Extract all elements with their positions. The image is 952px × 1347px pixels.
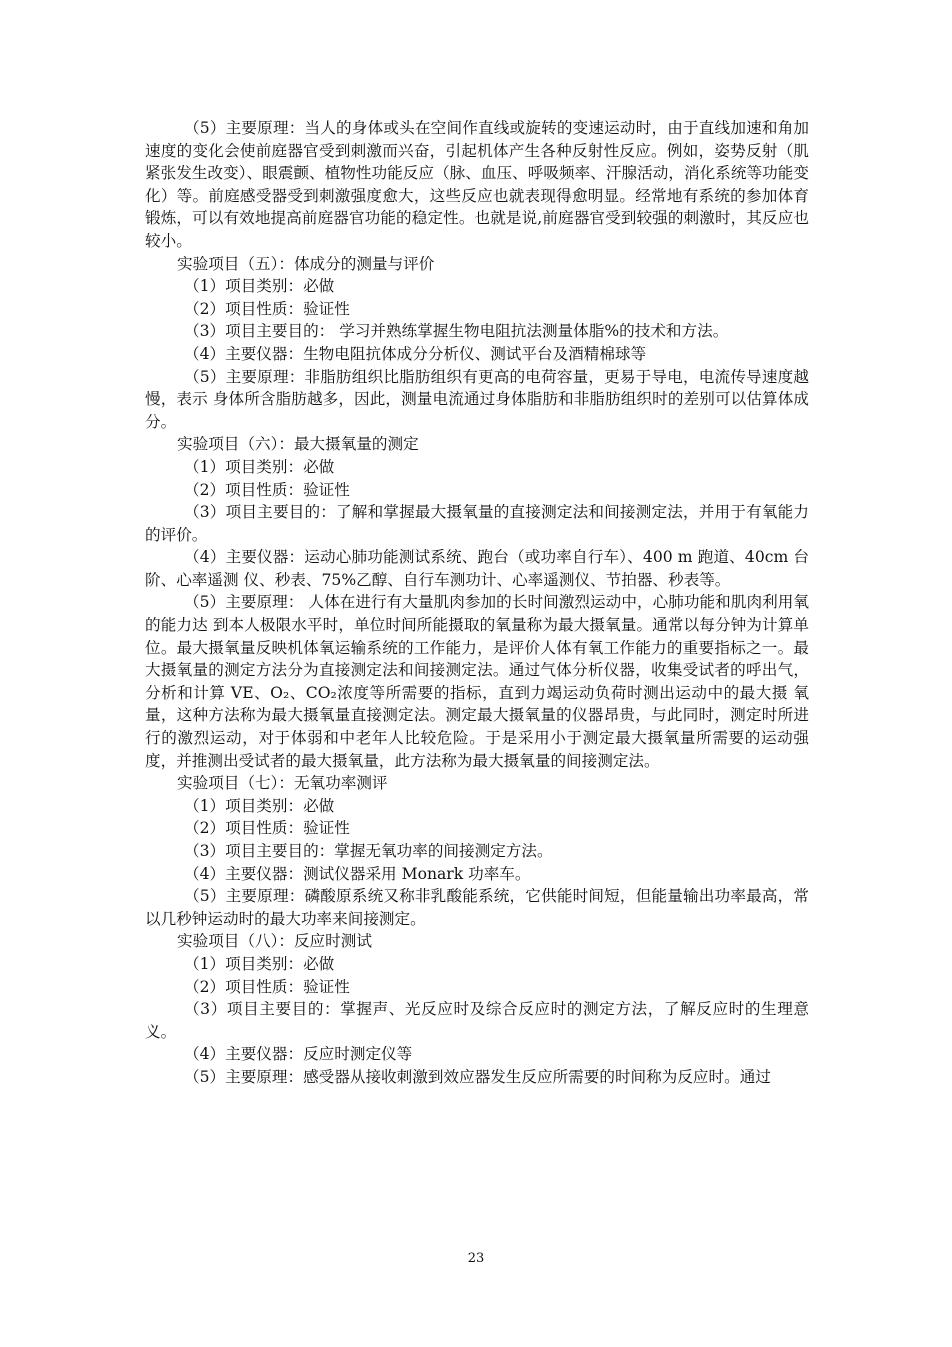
paragraph: （3）项目主要目的：掌握声、光反应时及综合反应时的测定方法，了解反应时的生理意义。 <box>145 1000 809 1041</box>
paragraph: 实验项目（五）：体成分的测量与评价 <box>177 254 435 273</box>
paragraph: （2）项目性质：验证性 <box>184 819 350 838</box>
paragraph: （1）项目类别：必做 <box>184 954 335 973</box>
paragraph: （3）项目主要目的：掌握无氧功率的间接测定方法。 <box>184 842 553 860</box>
paragraph: 实验项目（六）：最大摄氧量的测定 <box>177 435 419 454</box>
paragraph: （1）项目类别：必做 <box>184 457 335 476</box>
paragraph: （4）主要仪器：反应时测定仪等 <box>184 1045 413 1064</box>
paragraph: （3）项目主要目的：了解和掌握最大摄氧量的直接测定法和间接测定法，并用于有氧能力的评价。 <box>145 503 809 544</box>
page-number: 23 <box>467 1251 485 1266</box>
paragraph: （4）主要仪器：运动心肺功能测试系统、跑台（或功率自行车）、400 m 跑道、40cm 台阶、心率遥测 仪、秒表、75%乙醇、自行车测功计、心率遥测仪、节拍器、秒表等。 <box>145 548 809 589</box>
paragraph: （1）项目类别：必做 <box>184 277 335 296</box>
paragraph: （5）主要原理： 人体在进行有大量肌肉参加的长时间激烈运动中，心肺功能和肌肉利用氧的能力达 到本人极限水平时，单位时间所能摄取的氧量称为最大摄氧量。通常以每分钟为计算单位。最大摄氧量反映机体氧运输系统的工作能力，是评价人体有氧工作能力的重要指标之一。最大摄氧量的测定方法分为直接测定法和间接测定法。通过气体分析仪器，收集受试者的呼出气，分析和计算 VE、O₂、CO₂浓度等所需要的指标，直到力竭运动负荷时测出运动中的最大摄 氧量，这种方法称为最大摄氧量直接测定法。测定最大摄氧量的仪器昂贵，与此同时，测定时所进行的激烈运动，对于体弱和中老年人比较危险。于是采用小于测定最大摄氧量所需要的运动强度，并推测出受试者的最大摄氧量，此方法称为最大摄氧量的间接测定法。 <box>145 593 809 770</box>
paragraph: （5）主要原理：当人的身体或头在空间作直线或旋转的变速运动时，由于直线加速和角加速度的变化会使前庭器官受到刺激而兴奋，引起机体产生各种反射性反应。例如，姿势反射（肌紧张发生改变）、眼震颤、植物性功能反应（脉、血压、呼吸频率、汗腺活动，消化系统等功能变化）等。前庭感受器受到刺激强度愈大，这些反应也就表现得愈明显。经常地有系统的参加体育锻炼，可以有效地提高前庭器官功能的稳定性。也就是说,前庭器官受到较强的刺激时，其反应也较小。 <box>145 119 809 250</box>
paragraph: （1）项目类别：必做 <box>184 796 335 815</box>
paragraph: 实验项目（七）：无氧功率测评 <box>177 774 388 793</box>
paragraph: （2）项目性质：验证性 <box>184 977 350 996</box>
paragraph: （3）项目主要目的： 学习并熟练掌握生物电阻抗法测量体脂%的技术和方法。 <box>184 322 729 341</box>
paragraph: （5）主要原理：非脂肪组织比脂肪组织有更高的电荷容量，更易于导电，电流传导速度越慢，表示 身体所含脂肪越多，因此，测量电流通过身体脂肪和非脂肪组织时的差别可以估算体成分。 <box>145 367 809 431</box>
paragraph: （5）主要原理：感受器从接收刺激到效应器发生反应所需要的时间称为反应时。通过 <box>184 1067 771 1086</box>
paragraph: （5）主要原理：磷酸原系统又称非乳酸能系统，它供能时间短，但能量输出功率最高，常以几秒钟运动时的最大功率来间接测定。 <box>145 887 809 928</box>
paragraph: （4）主要仪器：测试仪器采用 Monark 功率车。 <box>184 864 531 883</box>
paragraph: （2）项目性质：验证性 <box>184 480 350 499</box>
page-body <box>145 117 809 1089</box>
paragraph: （2）项目性质：验证性 <box>184 299 350 318</box>
paragraph: （4）主要仪器：生物电阻抗体成分分析仪、测试平台及酒精棉球等 <box>184 344 647 363</box>
paragraph: 实验项目（八）：反应时测试 <box>177 932 372 951</box>
